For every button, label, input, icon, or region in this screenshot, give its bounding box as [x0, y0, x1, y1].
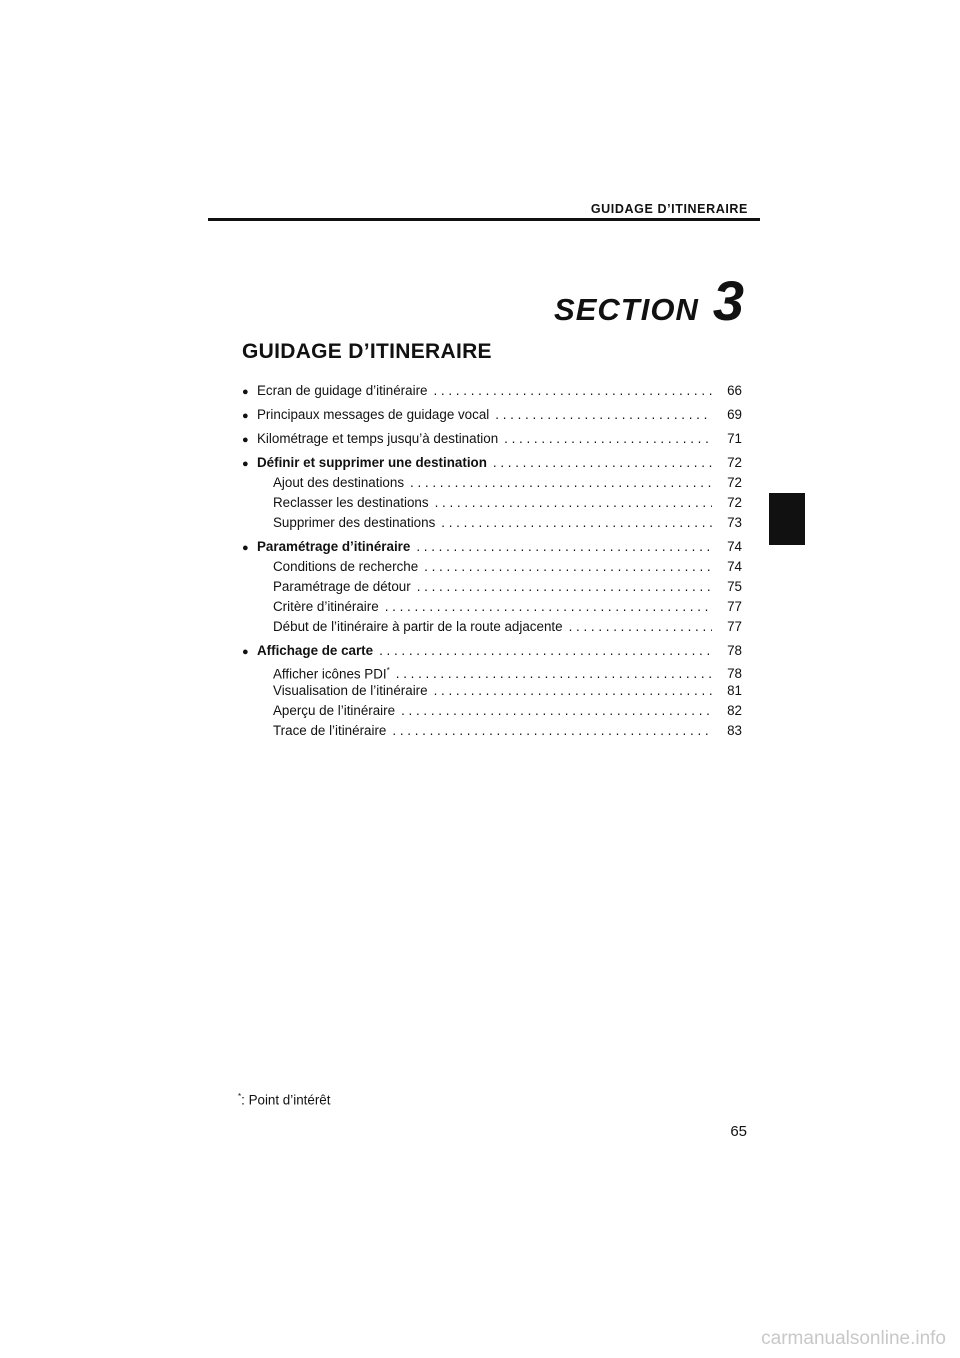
toc-label [273, 597, 379, 617]
toc-label [257, 429, 498, 449]
bullet-icon: ● [242, 434, 249, 446]
toc-subentry[interactable] [242, 701, 742, 721]
dot-leader [379, 641, 712, 661]
dot-leader [504, 429, 712, 449]
dot-leader [435, 493, 712, 513]
toc-subentry[interactable] [242, 617, 742, 637]
toc-label [257, 537, 410, 557]
footnote-mark: * [238, 1092, 242, 1101]
toc-page-number: 73 [727, 515, 742, 530]
toc-label [257, 453, 487, 473]
toc-subentry[interactable] [242, 473, 742, 493]
running-head: GUIDAGE D’ITINERAIRE [590, 202, 748, 216]
toc-entry[interactable] [242, 405, 742, 425]
toc-label-text: Définir et supprimer une destination [257, 455, 487, 470]
toc-page-number: 77 [727, 599, 742, 614]
toc-label-text: Trace de l’itinéraire [273, 723, 387, 738]
dot-leader [417, 577, 712, 597]
dot-leader [385, 597, 712, 617]
section-number: 3 [712, 269, 744, 332]
dot-leader [441, 513, 712, 533]
toc-label [273, 557, 418, 577]
table-of-contents [242, 381, 742, 741]
toc-label [273, 681, 428, 701]
toc-label [257, 405, 489, 425]
toc-page-number: 74 [727, 559, 742, 574]
dot-leader [410, 473, 712, 493]
toc-label [273, 473, 404, 493]
footnote [238, 1092, 330, 1107]
bullet-icon: ● [242, 410, 249, 422]
toc-subentry[interactable] [242, 681, 742, 701]
toc-label-text: Paramétrage d’itinéraire [257, 539, 411, 554]
watermark: carmanualsonline.info [761, 1328, 946, 1349]
dot-leader [434, 681, 712, 701]
toc-page-number: 72 [727, 475, 742, 490]
toc-entry[interactable] [242, 381, 742, 401]
toc-page-number: 69 [727, 407, 742, 422]
footnote-text: : Point d’intérêt [241, 1092, 331, 1108]
dot-leader [401, 701, 712, 721]
toc-page-number: 74 [727, 539, 742, 554]
page-number: 65 [730, 1123, 747, 1140]
toc-label-text: Afficher icônes PDI [273, 666, 387, 682]
toc-subentry[interactable] [242, 577, 742, 597]
toc-label-text: Visualisation de l’itinéraire [273, 683, 428, 698]
toc-entry[interactable] [242, 453, 742, 473]
toc-subentry[interactable] [242, 661, 742, 681]
toc-label-text: Critère d’itinéraire [273, 599, 379, 614]
toc-entry[interactable] [242, 641, 742, 661]
toc-entry[interactable] [242, 537, 742, 557]
toc-label-text: Paramétrage de détour [273, 579, 411, 594]
toc-subentry[interactable] [242, 493, 742, 513]
toc-page-number: 78 [727, 666, 742, 682]
section-side-tab [769, 493, 805, 545]
header-rule [208, 218, 760, 221]
toc-page-number: 82 [727, 703, 742, 718]
toc-subentry[interactable] [242, 721, 742, 741]
toc-page-number: 81 [727, 683, 742, 698]
footnote-mark: * [386, 666, 390, 675]
toc-label [273, 577, 411, 597]
bullet-icon: ● [242, 386, 249, 398]
toc-label [257, 381, 427, 401]
toc-label [273, 617, 563, 637]
toc-subentry[interactable] [242, 513, 742, 533]
toc-label-text: Affichage de carte [257, 643, 374, 658]
toc-subentry[interactable] [242, 597, 742, 617]
dot-leader [495, 405, 712, 425]
toc-label [273, 513, 435, 533]
section-word: SECTION [554, 292, 699, 327]
toc-page-number: 75 [727, 579, 742, 594]
toc-page-number: 83 [727, 723, 742, 738]
dot-leader [392, 721, 712, 741]
toc-label [273, 721, 386, 741]
dot-leader [569, 617, 712, 637]
toc-label-text: Principaux messages de guidage vocal [257, 407, 490, 422]
page-title: GUIDAGE D’ITINERAIRE [242, 340, 492, 363]
toc-label-text: Début de l’itinéraire à partir de la route adjacente [273, 619, 563, 634]
toc-label-text: Ecran de guidage d’itinéraire [257, 383, 428, 398]
toc-page-number: 66 [727, 383, 742, 398]
section-heading [554, 268, 744, 333]
dot-leader [424, 557, 712, 577]
toc-page-number: 72 [727, 495, 742, 510]
toc-label [273, 701, 395, 721]
toc-subentry[interactable] [242, 557, 742, 577]
toc-label-text: Supprimer des destinations [273, 515, 436, 530]
toc-label-text: Aperçu de l’itinéraire [273, 703, 396, 718]
toc-label-text: Conditions de recherche [273, 559, 419, 574]
dot-leader [416, 537, 712, 557]
toc-label-text: Ajout des destinations [273, 475, 405, 490]
bullet-icon: ● [242, 646, 249, 658]
toc-entry[interactable] [242, 429, 742, 449]
toc-page-number: 72 [727, 455, 742, 470]
toc-label-text: Reclasser les destinations [273, 495, 429, 510]
toc-label [273, 493, 429, 513]
toc-label [257, 641, 373, 661]
toc-page-number: 71 [727, 431, 742, 446]
dot-leader [493, 453, 712, 473]
bullet-icon: ● [242, 458, 249, 470]
bullet-icon: ● [242, 542, 249, 554]
toc-page-number: 78 [727, 643, 742, 658]
toc-page-number: 77 [727, 619, 742, 634]
toc-label-text: Kilométrage et temps jusqu’à destination [257, 431, 499, 446]
dot-leader [433, 381, 712, 401]
